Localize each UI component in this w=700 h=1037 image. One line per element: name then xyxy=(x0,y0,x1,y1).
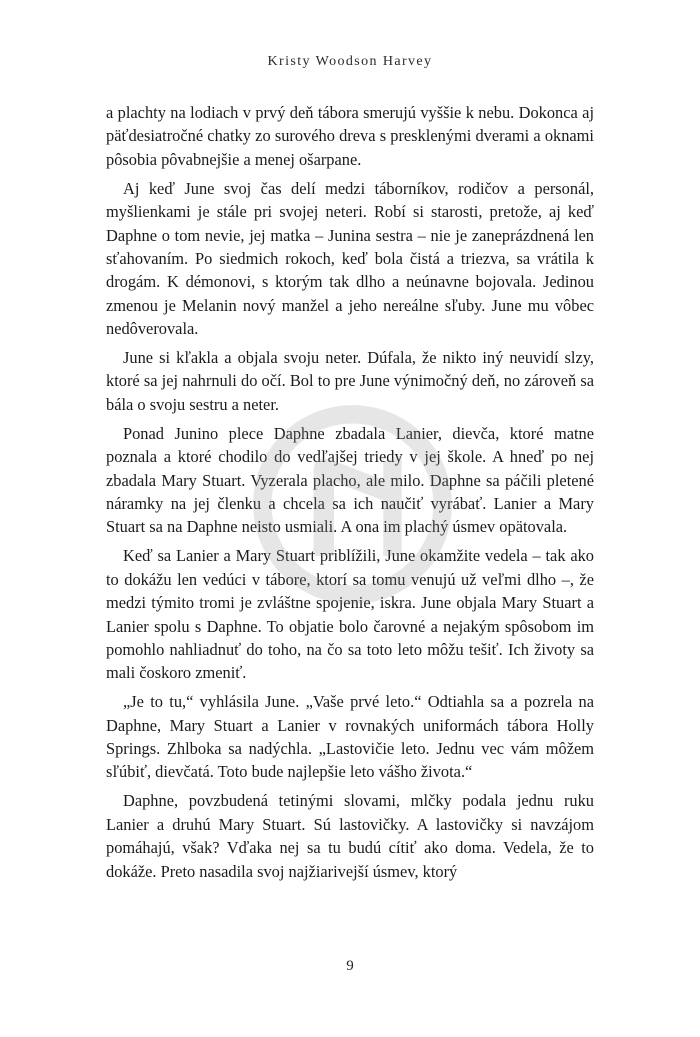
paragraph-6: „Je to tu,“ vyhlásila June. „Vaše prvé leto.“ Odtiahla sa a pozrela na Daphne, Mary Stuart a Lanier v rovnakých uniformách tábora Holly Springs. Zhlboka sa nadýchla. „Lastovičie leto. Jednu vec vám môžem sľúbiť, dievčatá. Toto bude najlepšie leto vášho života.“ xyxy=(106,692,594,782)
paragraph-7: Daphne, povzbudená tetinými slovami, mlčky podala jednu ruku Lanier a druhú Mary Stuart. Sú lastovičky. A lastovičky si navzájom pomáhajú, však? Vďaka nej sa tu budú cítiť ako doma. Vedela, že to dokáže. Preto nasadila svoj najžiarivejší úsmev, ktorý xyxy=(106,791,594,881)
paragraph-2: Aj keď June svoj čas delí medzi táborníkov, rodičov a personál, myšlienkami je stále pri svojej neteri. Robí si starosti, pretože, aj keď Daphne o tom nevie, jej matka – Junina sestra – nie je zaneprázdnená len sťahovaním. Po siedmich rokoch, keď bola čistá a triezva, sa vrátila k drogám. K démonovi, s ktorým tak dlho a neúnavne bojovala. Jedinou zmenou je Melanin nový manžel a jeho nereálne sľuby. June mu vôbec nedôverovala. xyxy=(106,178,594,339)
paragraph-4: Ponad Junino plece Daphne zbadala Lanier, dievča, ktoré matne poznala a ktoré chodilo do vedľajšej triedy v jej škole. A hneď po nej zbadala Mary Stuart. Vyzerala placho, ale milo. Daphne sa páčili pletené náramky na jej členku a chcela sa ich naučiť vyrábať. Lanier a Mary Stuart sa na Daphne neisto usmiali. A ona im plachý úsmev opätovala. xyxy=(106,423,594,537)
paragraph-3: June si kľakla a objala svoju neter. Dúfala, že nikto iný neuvidí slzy, ktoré sa jej nahrnuli do očí. Bol to pre June výnimočný deň, no zároveň sa bála o svoju sestru a neter. xyxy=(106,348,594,414)
body-text xyxy=(106,101,594,889)
running-header-author: Kristy Woodson Harvey xyxy=(267,54,433,69)
page-number: 9 xyxy=(346,958,354,974)
paragraph-1: a plachty na lodiach v prvý deň tábora smerujú vyššie k nebu. Dokonca aj päťdesiatročné chatky zo surového dreva s presklenými dverami a oknami pôsobia pôvabnejšie a menej ošarpane. xyxy=(106,103,594,169)
paragraph-5: Keď sa Lanier a Mary Stuart priblížili, June okamžite vedela – tak ako to dokážu len vedúci v tábore, ktorí sa tomu venujú už veľmi dlho –, že medzi týmito tromi je zvláštne spojenie, iskra. June objala Mary Stuart a Lanier spolu s Daphne. To objatie bolo čarovné a nejakým spôsobom im pomohlo nahliadnuť do toho, na čo sa toto leto môžu tešiť. Ich životy sa mali čoskoro zmeniť. xyxy=(106,546,594,683)
